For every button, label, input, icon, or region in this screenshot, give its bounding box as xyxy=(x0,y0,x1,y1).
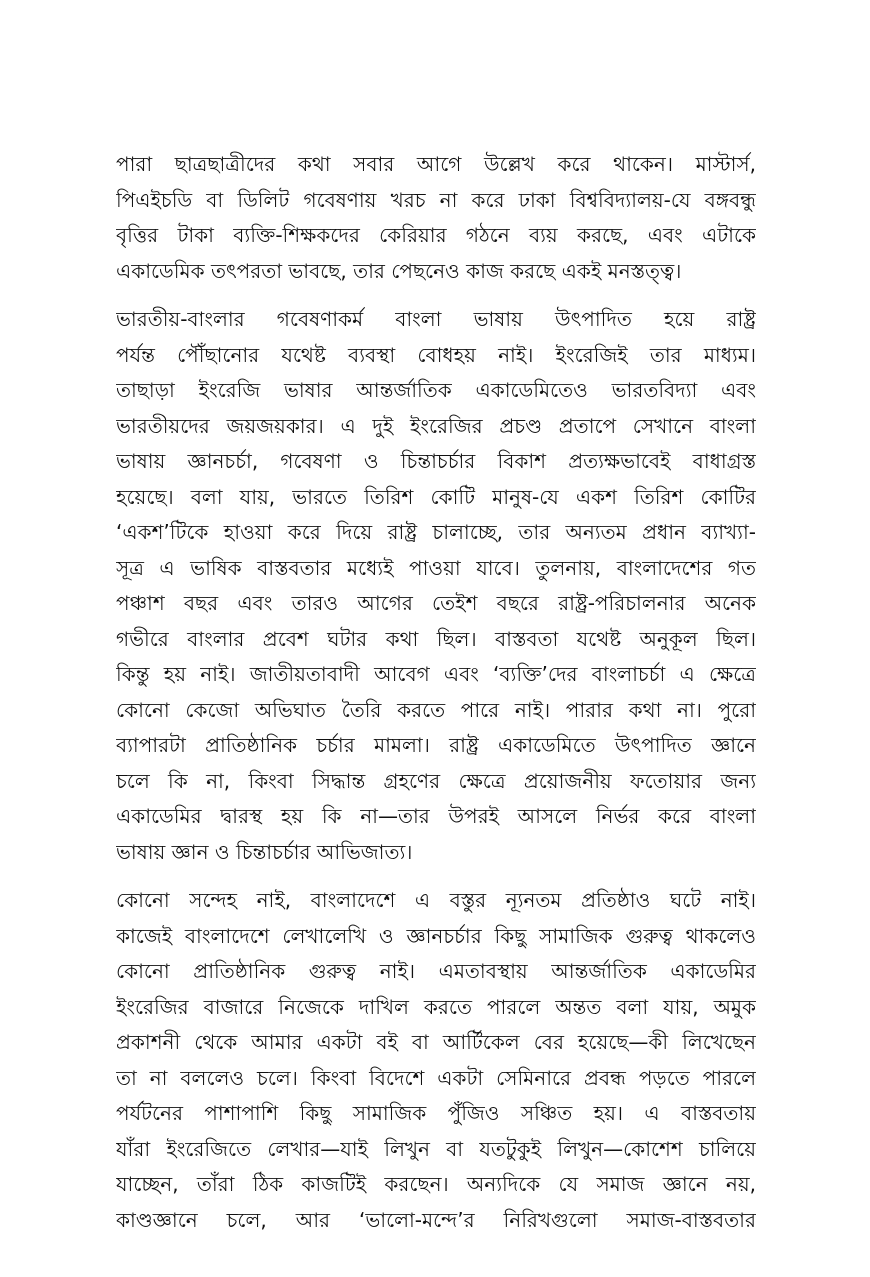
text-line: ইংরেজির বাজারে নিজেকে দাখিল করতে পারলে অন্তত বলা যায়, অমুক xyxy=(116,994,756,1019)
text-line: কোনো প্রাতিষ্ঠানিক গুরুত্ব নাই। এমতাবস্থায় আন্তর্জাতিক একাডেমির xyxy=(116,959,756,983)
text-line: গভীরে বাংলার প্রবেশ ঘটার কথা ছিল। বাস্তবতা যথেষ্ট অনুকূল ছিল। xyxy=(116,626,756,651)
text-line: একাডেমির দ্বারস্থ হয় কি না—তার উপরই আসলে নির্ভর করে বাংলা xyxy=(116,804,756,828)
paragraph-3 xyxy=(116,883,756,1238)
text-line: পিএইচডি বা ডিলিট গবেষণায় খরচ না করে ঢাকা বিশ্ববিদ্যালয়-যে বঙ্গবন্ধু xyxy=(116,187,756,212)
text-line: যাচ্ছেন, তাঁরা ঠিক কাজটিই করছেন। অন্যদিকে যে সমাজ জ্ঞানে নয়, xyxy=(116,1172,756,1196)
text-line: পর্যন্ত পৌঁছানোর যথেষ্ট ব্যবস্থা বোধহয় নাই। ইংরেজিই তার মাধ্যম। xyxy=(116,342,756,367)
text-line: কিন্তু হয় নাই। জাতীয়তাবাদী আবেগ এবং ‘ব্যক্তি’দের বাংলাচর্চা এ ক্ষেত্রে xyxy=(116,662,756,686)
text-line: কাণ্ডজ্ঞানে চলে, আর ‘ভালো-মন্দে’র নিরিখগুলো সমাজ-বাস্তবতার xyxy=(116,1207,756,1232)
paragraph-2 xyxy=(116,302,756,870)
document-page xyxy=(116,147,756,1251)
text-line: ভারতীয়দের জয়জয়কার। এ দুই ইংরেজির প্রচণ্ড প্রতাপে সেখানে বাংলা xyxy=(116,413,756,438)
text-line: ভাষায় জ্ঞানচর্চা, গবেষণা ও চিন্তাচর্চার বিকাশ প্রত্যক্ষভাবেই বাধাগ্রস্ত xyxy=(116,449,756,473)
text-line: পারা ছাত্রছাত্রীদের কথা সবার আগে উল্লেখ করে থাকেন। মাস্টার্স, xyxy=(116,152,756,176)
text-line: কোনো সন্দেহ নাই, বাংলাদেশে এ বস্তুর ন্যূনতম প্রতিষ্ঠাও ঘটে নাই। xyxy=(116,888,756,912)
text-line: প্রকাশনী থেকে আমার একটা বই বা আর্টিকেল বের হয়েছে—কী লিখেছেন xyxy=(116,1030,756,1054)
paragraph-1 xyxy=(116,147,756,289)
text-line: বৃত্তির টাকা ব্যক্তি-শিক্ষকদের কেরিয়ার গঠনে ব্যয় করছে, এবং এটাকে xyxy=(116,223,756,247)
text-line: সূত্র এ ভাষিক বাস্তবতার মধ্যেই পাওয়া যাবে। তুলনায়, বাংলাদেশের গত xyxy=(116,555,756,580)
text-line: তাছাড়া ইংরেজি ভাষার আন্তর্জাতিক একাডেমিতেও ভারতবিদ্যা এবং xyxy=(116,378,756,402)
text-line: একাডেমিক তৎপরতা ভাবছে, তার পেছনেও কাজ করছে একই মনস্তত্ত্ব। xyxy=(116,258,682,283)
text-line: ভাষায় জ্ঞান ও চিন্তাচর্চার আভিজাত্য। xyxy=(116,839,413,864)
text-line: পর্যটনের পাশাপাশি কিছু সামাজিক পুঁজিও সঞ্চিত হয়। এ বাস্তবতায় xyxy=(116,1101,756,1125)
text-line: ভারতীয়-বাংলার গবেষণাকর্ম বাংলা ভাষায় উৎপাদিত হয়ে রাষ্ট্র xyxy=(116,307,756,331)
text-line: ব্যাপারটা প্রাতিষ্ঠানিক চর্চার মামলা। রাষ্ট্র একাডেমিতে উৎপাদিত জ্ঞানে xyxy=(116,733,756,757)
text-line: তা না বললেও চলে। কিংবা বিদেশে একটা সেমিনারে প্রবন্ধ পড়তে পারলে xyxy=(116,1065,756,1090)
text-line: পঞ্চাশ বছর এবং তারও আগের তেইশ বছরে রাষ্ট্র-পরিচালনার অনেক xyxy=(116,591,756,615)
text-line: কাজেই বাংলাদেশে লেখালেখি ও জ্ঞানচর্চার কিছু সামাজিক গুরুত্ব থাকলেও xyxy=(116,923,756,948)
text-line: কোনো কেজো অভিঘাত তৈরি করতে পারে নাই। পারার কথা না। পুরো xyxy=(116,697,756,722)
text-line: হয়েছে। বলা যায়, ভারতে তিরিশ কোটি মানুষ-যে একশ তিরিশ কোটির xyxy=(116,484,756,509)
text-line: চলে কি না, কিংবা সিদ্ধান্ত গ্রহণের ক্ষেত্রে প্রয়োজনীয় ফতোয়ার জন্য xyxy=(116,768,756,793)
text-line: ‘একশ’টিকে হাওয়া করে দিয়ে রাষ্ট্র চালাচ্ছে, তার অন্যতম প্রধান ব্যাখ্যা- xyxy=(116,520,756,544)
text-line: যাঁরা ইংরেজিতে লেখার—যাই লিখুন বা যতটুকুই লিখুন—কোশেশ চালিয়ে xyxy=(116,1136,756,1161)
